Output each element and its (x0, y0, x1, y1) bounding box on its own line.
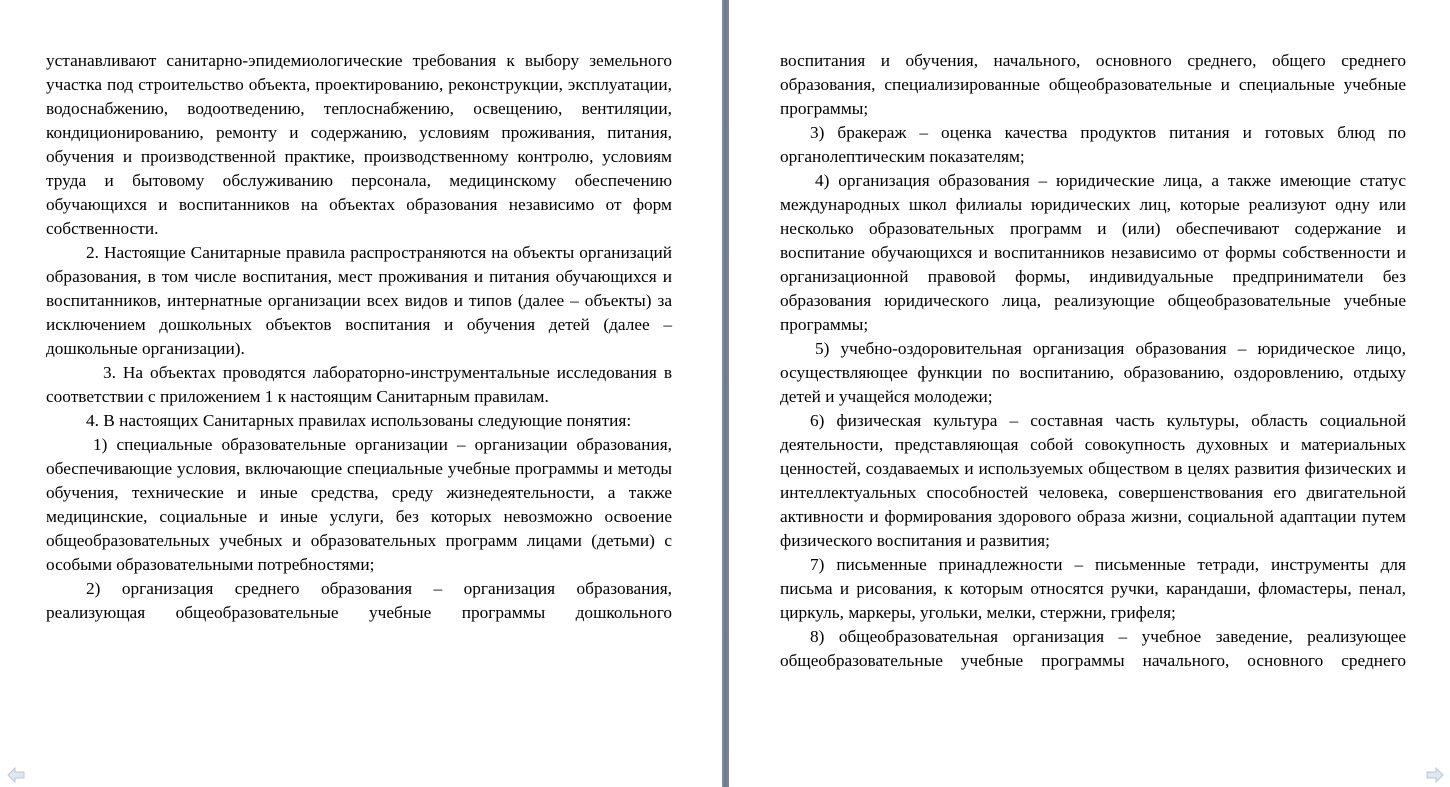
right-page (729, 0, 1450, 787)
paragraph: 4) организация образования – юридические лица, а также имеющие статус международных школ филиалы юридических лиц, которые реализуют одну или несколько образовательных программ и (или) обеспечивают содержание и воспитание обучающихся и воспитанников независимо от формы собственности и организационной правовой формы, индивидуальные предприниматели без образования юридического лица, реализующие общеобразовательные учебные программы; (780, 171, 1406, 334)
paragraph: 1) специальные образовательные организации – организации образования, обеспечивающие условия, включающие специальные учебные программы и методы обучения, технические и иные средства, среду жизнедеятельности, а также медицинские, социальные и иные услуги, без которых невозможно освоение общеобразовательных учебных и образовательных программ лицами (детьми) с особыми образовательными потребностями; (46, 435, 672, 574)
right-page-text (780, 49, 1406, 673)
left-page-text (46, 49, 672, 625)
paragraph: устанавливают санитарно-эпидемиологические требования к выбору земельного участка под строительство объекта, проектированию, реконструкции, эксплуатации, водоснабжению, водоотведению, теплоснабжению, освещению, вентиляции, кондиционированию, ремонту и содержанию, условиям проживания, питания, обучения и производственной практике, производственному контролю, условиям труда и бытовому обслуживанию персонала, медицинскому обеспечению обучающихся и воспитанников на объектах образования независимо от форм собственности. (46, 51, 672, 238)
paragraph: 3) бракераж – оценка качества продуктов питания и готовых блюд по органолептическим показателям; (780, 123, 1406, 166)
paragraph: 2) организация среднего образования – организация образования, реализующая общеобразовательные учебные программы дошкольного (46, 579, 672, 622)
paragraph: 3. На объектах проводятся лабораторно-инструментальные исследования в соответствии с приложением 1 к настоящим Санитарным правилам. (46, 363, 672, 406)
next-page-button[interactable] (1425, 765, 1445, 785)
paragraph: 7) письменные принадлежности – письменные тетради, инструменты для письма и рисования, к которым относятся ручки, карандаши, фломастеры, пенал, циркуль, маркеры, угольки, мелки, стержни, грифеля; (780, 555, 1406, 622)
paragraph: 2. Настоящие Санитарные правила распространяются на объекты организаций образования, в том числе воспитания, мест проживания и питания обучающихся и воспитанников, интернатные организации всех видов и типов (далее – объекты) за исключением дошкольных объектов воспитания и обучения детей (далее – дошкольные организации). (46, 243, 672, 358)
arrow-right-icon (1426, 767, 1444, 783)
page-divider (722, 0, 729, 787)
prev-page-button[interactable] (6, 765, 26, 785)
arrow-left-icon (7, 767, 25, 783)
paragraph: 8) общеобразовательная организация – учебное заведение, реализующее общеобразовательные учебные программы начального, основного среднего (780, 627, 1406, 670)
paragraph: 5) учебно-оздоровительная организация образования – юридическое лицо, осуществляющее функции по воспитанию, образованию, оздоровлению, отдыху детей и учащейся молодежи; (780, 339, 1406, 406)
left-page (0, 0, 722, 787)
paragraph: 4. В настоящих Санитарных правилах использованы следующие понятия: (86, 411, 632, 430)
paragraph: 6) физическая культура – составная часть культуры, область социальной деятельности, представляющая собой совокупность духовных и материальных ценностей, создаваемых и используемых обществом в целях развития физических и интеллектуальных способностей человека, совершенствования его двигательной активности и формирования здорового образа жизни, социальной адаптации путем физического воспитания и развития; (780, 411, 1406, 550)
paragraph: воспитания и обучения, начального, основного среднего, общего среднего образования, специализированные общеобразовательные и специальные учебные программы; (780, 51, 1406, 118)
